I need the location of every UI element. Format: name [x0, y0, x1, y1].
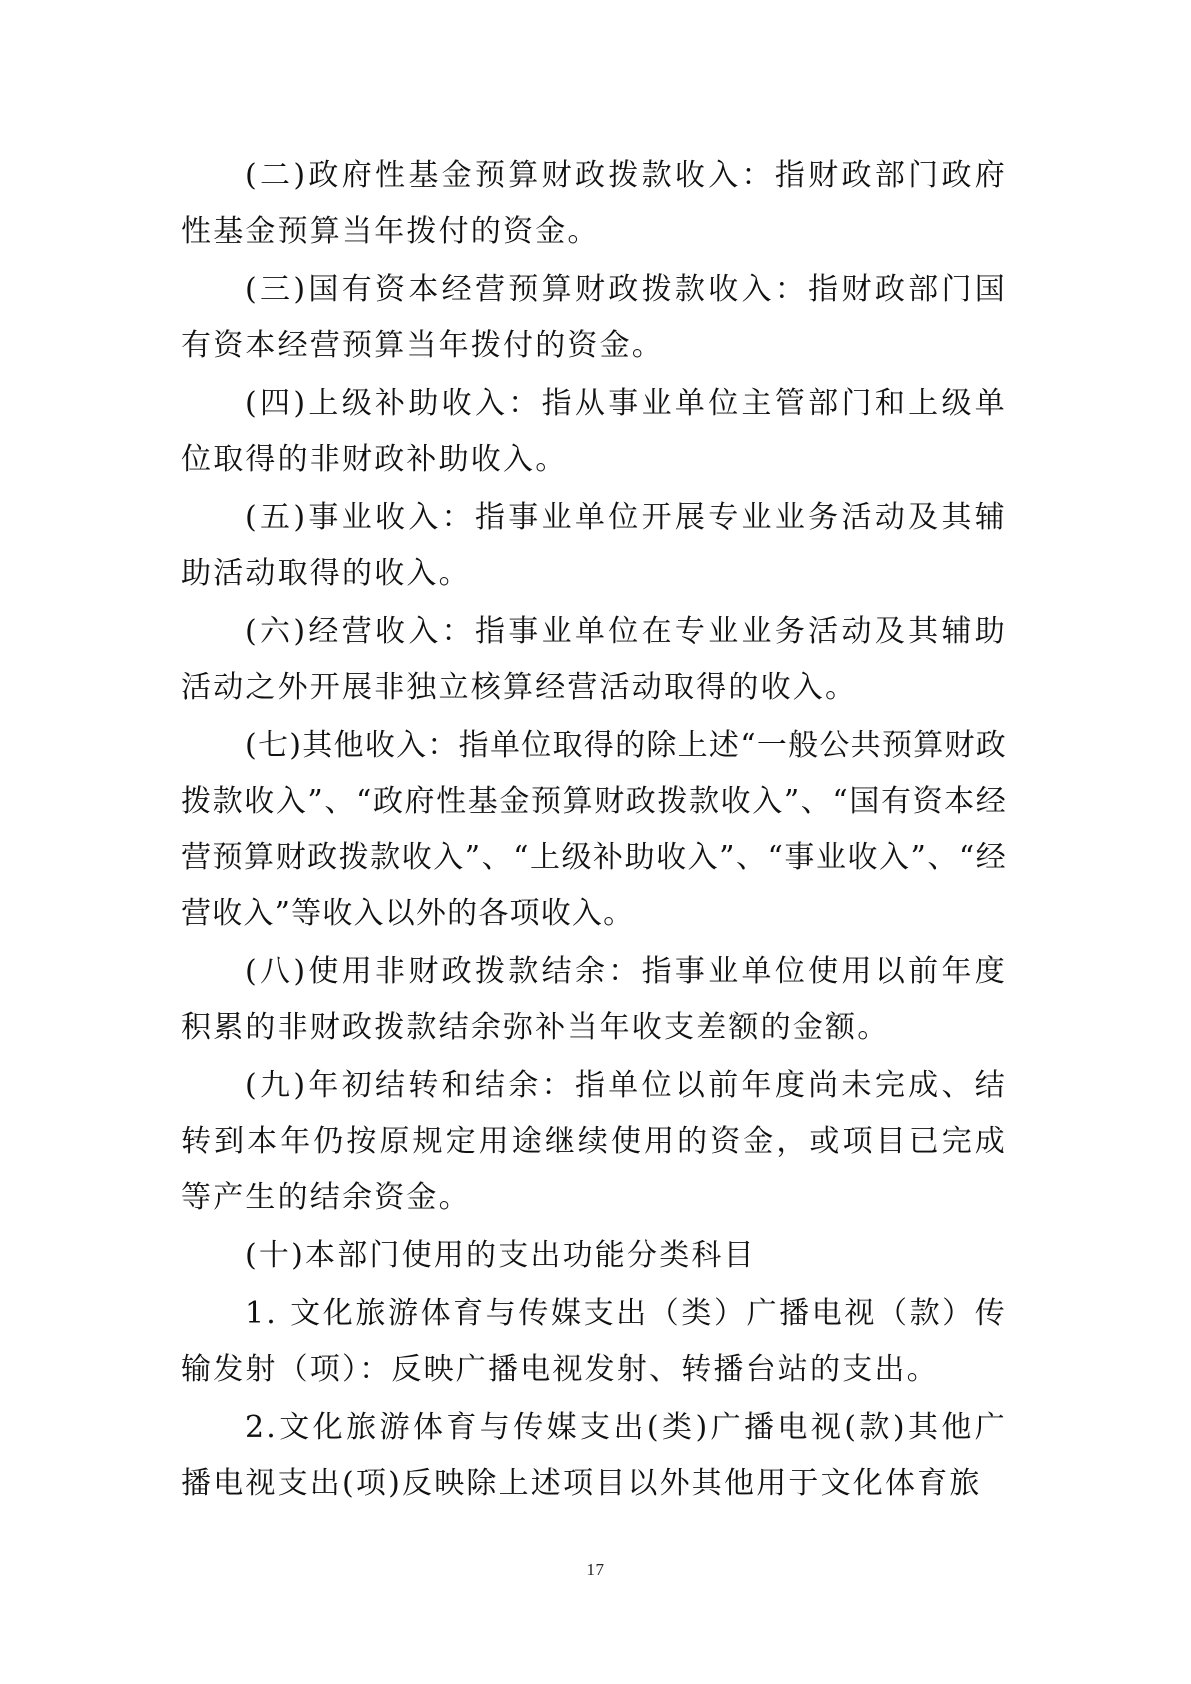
- paragraph-operating-income: (六)经营收入：指事业单位在专业业务活动及其辅助活动之外开展非独立核算经营活动取得的收入。: [181, 614, 1007, 705]
- paragraph-state-capital-budget-income: (三)国有资本经营预算财政拨款收入：指财政部门国有资本经营预算当年拨付的资金。: [181, 272, 1007, 363]
- paragraph-carryover-and-surplus: (九)年初结转和结余：指单位以前年度尚未完成、结转到本年仍按原规定用途继续使用的资金，或项目已完成等产生的结余资金。: [181, 1068, 1007, 1215]
- paragraph-superior-subsidy-income: (四)上级补助收入：指从事业单位主管部门和上级单位取得的非财政补助收入。: [181, 386, 1007, 477]
- paragraph-expenditure-item-1: 1. 文化旅游体育与传媒支出（类）广播电视（款）传输发射（项）：反映广播电视发射、转播台站的支出。: [181, 1296, 1007, 1387]
- paragraph-non-fiscal-surplus-use: (八)使用非财政拨款结余：指事业单位使用以前年度积累的非财政拨款结余弥补当年收支差额的金额。: [181, 954, 1007, 1045]
- paragraph-expenditure-classification-heading: (十)本部门使用的支出功能分类科目: [245, 1238, 756, 1273]
- page-number: 17: [586, 1560, 605, 1579]
- paragraph-expenditure-item-2: 2.文化旅游体育与传媒支出(类)广播电视(款)其他广播电视支出(项)反映除上述项目以外其他用于文化体育旅: [181, 1410, 1007, 1501]
- document-body: [181, 148, 1007, 1514]
- paragraph-government-fund-budget-income: (二)政府性基金预算财政拨款收入：指财政部门政府性基金预算当年拨付的资金。: [181, 158, 1007, 249]
- paragraph-other-income: (七)其他收入：指单位取得的除上述“一般公共预算财政拨款收入”、“政府性基金预算财政拨款收入”、“国有资本经营预算财政拨款收入”、“上级补助收入”、“事业收入”、“经营收入”等收入以外的各项收入。: [181, 728, 1007, 931]
- paragraph-business-income: (五)事业收入：指事业单位开展专业业务活动及其辅助活动取得的收入。: [181, 500, 1007, 591]
